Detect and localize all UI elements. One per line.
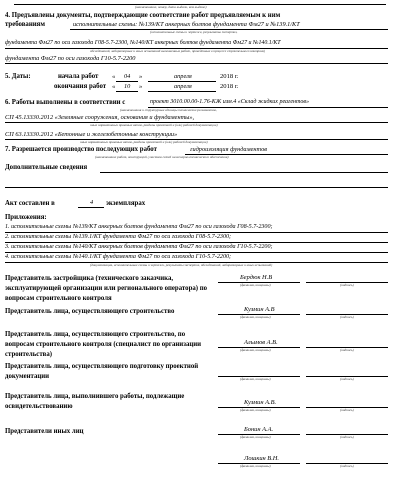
signature-sign-hint-3: (подпись) xyxy=(340,348,354,352)
signature-label-others: Представители иных лиц xyxy=(5,428,84,435)
s5-start-day-rule xyxy=(116,81,138,82)
s5-close-quote-1: » xyxy=(139,73,143,80)
s6-value-3: СП 63.13330.2012 «Бетонные и железобетонные конструкции» xyxy=(5,131,178,138)
act-count: 4 xyxy=(90,199,94,206)
s5-start-label: начала работ xyxy=(58,73,99,80)
s6-title: 6. Работы выполнены в соответствии с xyxy=(5,99,126,106)
s5-open-quote-1: « xyxy=(112,73,116,80)
extra-label: Дополнительные сведения xyxy=(5,164,88,171)
signature-sign-hint-4: (подпись) xyxy=(340,377,354,381)
s5-end-day-rule xyxy=(116,91,138,92)
s6-value-2: СП 45.13330.2012 «Земляные сооружения, основания и фундаменты», xyxy=(5,114,195,121)
s5-end-day: 10 xyxy=(124,83,131,90)
attachment-rule-1 xyxy=(5,232,388,233)
attachment-rule-3 xyxy=(5,252,388,253)
signature-sign-hint-5: (подпись) xyxy=(340,408,354,412)
signature-name-hint-1: (фамилия, инициалы) xyxy=(240,283,271,287)
signature-label-designer: Представитель лица, осуществляющего подготовку проектной документации xyxy=(5,363,199,380)
s7-hint: (наименование работ, конструкций, участков сетей инженерно-технического обеспечения) xyxy=(95,155,229,159)
signature-name-hint-6: (фамилия, инициалы) xyxy=(240,435,271,439)
attachments-title: Приложения: xyxy=(5,214,47,221)
s4-line-1: исполнительные схемы: №139/КТ анкерных болтов фундамента Фм27 и №139.1/КТ xyxy=(73,21,300,28)
s6-value-1: проект 3010.00.00-1.76-КЖ изм.4 «Склад жидких реагентов» xyxy=(150,99,309,105)
s5-end-label: окончания работ xyxy=(54,83,107,90)
signature-name-developer: Бердюк Н.В xyxy=(240,274,273,281)
s5-end-year: 2018 г. xyxy=(220,83,239,90)
signature-name-hint-2: (фамилия, инициалы) xyxy=(240,315,271,319)
signature-name-builder-control: Алымов А.В. xyxy=(244,339,278,346)
signature-name-hint-4: (фамилия, инициалы) xyxy=(240,377,271,381)
s7-title: 7. Разрешается производство последующих работ xyxy=(5,146,157,153)
s6-hint-2: иных нормативных правовых актов, разделы проектной и (или) рабочей документации) xyxy=(90,123,218,127)
signature-name-other-1: Бонин А.А. xyxy=(244,426,274,433)
s7-value: гидроизоляция фундаментов xyxy=(190,146,267,153)
signature-sign-hint-6: (подпись) xyxy=(340,435,354,439)
signature-name-performer: Кузмин А.В. xyxy=(244,399,277,406)
signature-label-builder-control: Представитель лица, осуществляющего строительство, по вопросам строительного контроля (специалист по организации строительства) xyxy=(5,331,202,358)
attachment-rule-2 xyxy=(5,242,388,243)
s5-open-quote-2: « xyxy=(112,83,116,90)
signature-sign-hint-2: (подпись) xyxy=(340,315,354,319)
signature-name-hint-7: (фамилия, инициалы) xyxy=(240,464,271,468)
attachment-item-2: 2. исполнительные схемы №139.1/КТ фундамента Фм27 по оси газохода Г08-5.7-2300; xyxy=(5,234,232,240)
s5-label: 5. Даты: xyxy=(5,73,31,80)
extra-rule-2 xyxy=(5,187,388,188)
signature-label-developer: Представитель застройщика (технического заказчика, эксплуатирующей организации или регионального оператора) по вопросам строительного контроля xyxy=(5,275,208,302)
signature-name-hint-5: (фамилия, инициалы) xyxy=(240,408,271,412)
act-prefix: Акт составлен в xyxy=(5,200,55,207)
s4-rule-3 xyxy=(5,63,388,64)
s5-start-year: 2018 г. xyxy=(220,73,239,80)
act-count-rule xyxy=(78,207,104,208)
signature-label-performer: Представитель лица, выполнившего работы, подлежащие освидетельствованию xyxy=(5,393,185,410)
attachment-item-3: 3. исполнительные схемы №140/КТ анкерных болтов фундамента Фм27 по оси газохода Г10-5.7-2200; xyxy=(5,244,273,250)
signature-name-builder: Кузмин А.В xyxy=(244,306,275,313)
s5-start-month-rule xyxy=(148,81,216,82)
attachment-item-4: 4. исполнительные схемы №140.1/КТ фундамента Фм27 по оси газохода Г10-5.7-2200; xyxy=(5,254,232,260)
s5-end-month-rule xyxy=(148,91,216,92)
s4-title-2: требованиям xyxy=(5,21,45,28)
s5-close-quote-2: » xyxy=(139,83,143,90)
attachment-item-1: 1. исполнительные схемы №139/КТ анкерных болтов фундамента Фм27 по оси газохода Г08-5.7-2300; xyxy=(5,224,273,230)
extra-rule-1 xyxy=(100,172,388,173)
signature-sign-hint-7: (подпись) xyxy=(340,464,354,468)
signature-sign-hint-1: (подпись) xyxy=(340,283,354,287)
s4-hint-1: (исполнительные схемы и чертежи, результаты экспертиз, xyxy=(150,30,238,34)
s4-line-2: фундамента Фм27 по оси газохода Г08-5.7-2300, №140/КТ анкерных болтов фундамента Фм27 и №140.1/КТ xyxy=(5,40,281,46)
attachments-hint: (документация, исполнительные схемы и чертежи, результаты экспертиз, обследований, лабораторных и иных испытаний) xyxy=(90,263,273,267)
s6-hint-1: (наименования и структурные единицы технических регламентов, xyxy=(120,108,217,112)
signature-name-hint-3: (фамилия, инициалы) xyxy=(240,348,271,352)
s6-hint-3: иных нормативных правовых актов, разделы проектной и (или) рабочей документации) xyxy=(80,140,208,144)
signature-name-other-2: Лошкин В.Н. xyxy=(244,455,280,462)
s4-line-3: фундамента Фм27 по оси газохода Г10-5.7-2200 xyxy=(5,55,136,62)
s5-start-day: 04 xyxy=(124,73,131,80)
act-suffix: экземплярах xyxy=(106,200,146,207)
s4-hint-2: обследований, лабораторных и иных испытаний выполненных работ, проведенных в процессе строительного контроля) xyxy=(90,49,266,53)
s4-title-1: 4. Предъявлены документы, подтверждающие соответствие работ предъявляемым к ним xyxy=(5,12,281,19)
s5-end-month: апреля xyxy=(174,83,192,90)
s5-start-month: апреля xyxy=(174,73,192,80)
signature-label-builder: Представитель лица, осуществляющего строительство xyxy=(5,308,175,315)
top-hint: (наименование, номер, дата выдачи, кем выдано) xyxy=(135,5,207,9)
